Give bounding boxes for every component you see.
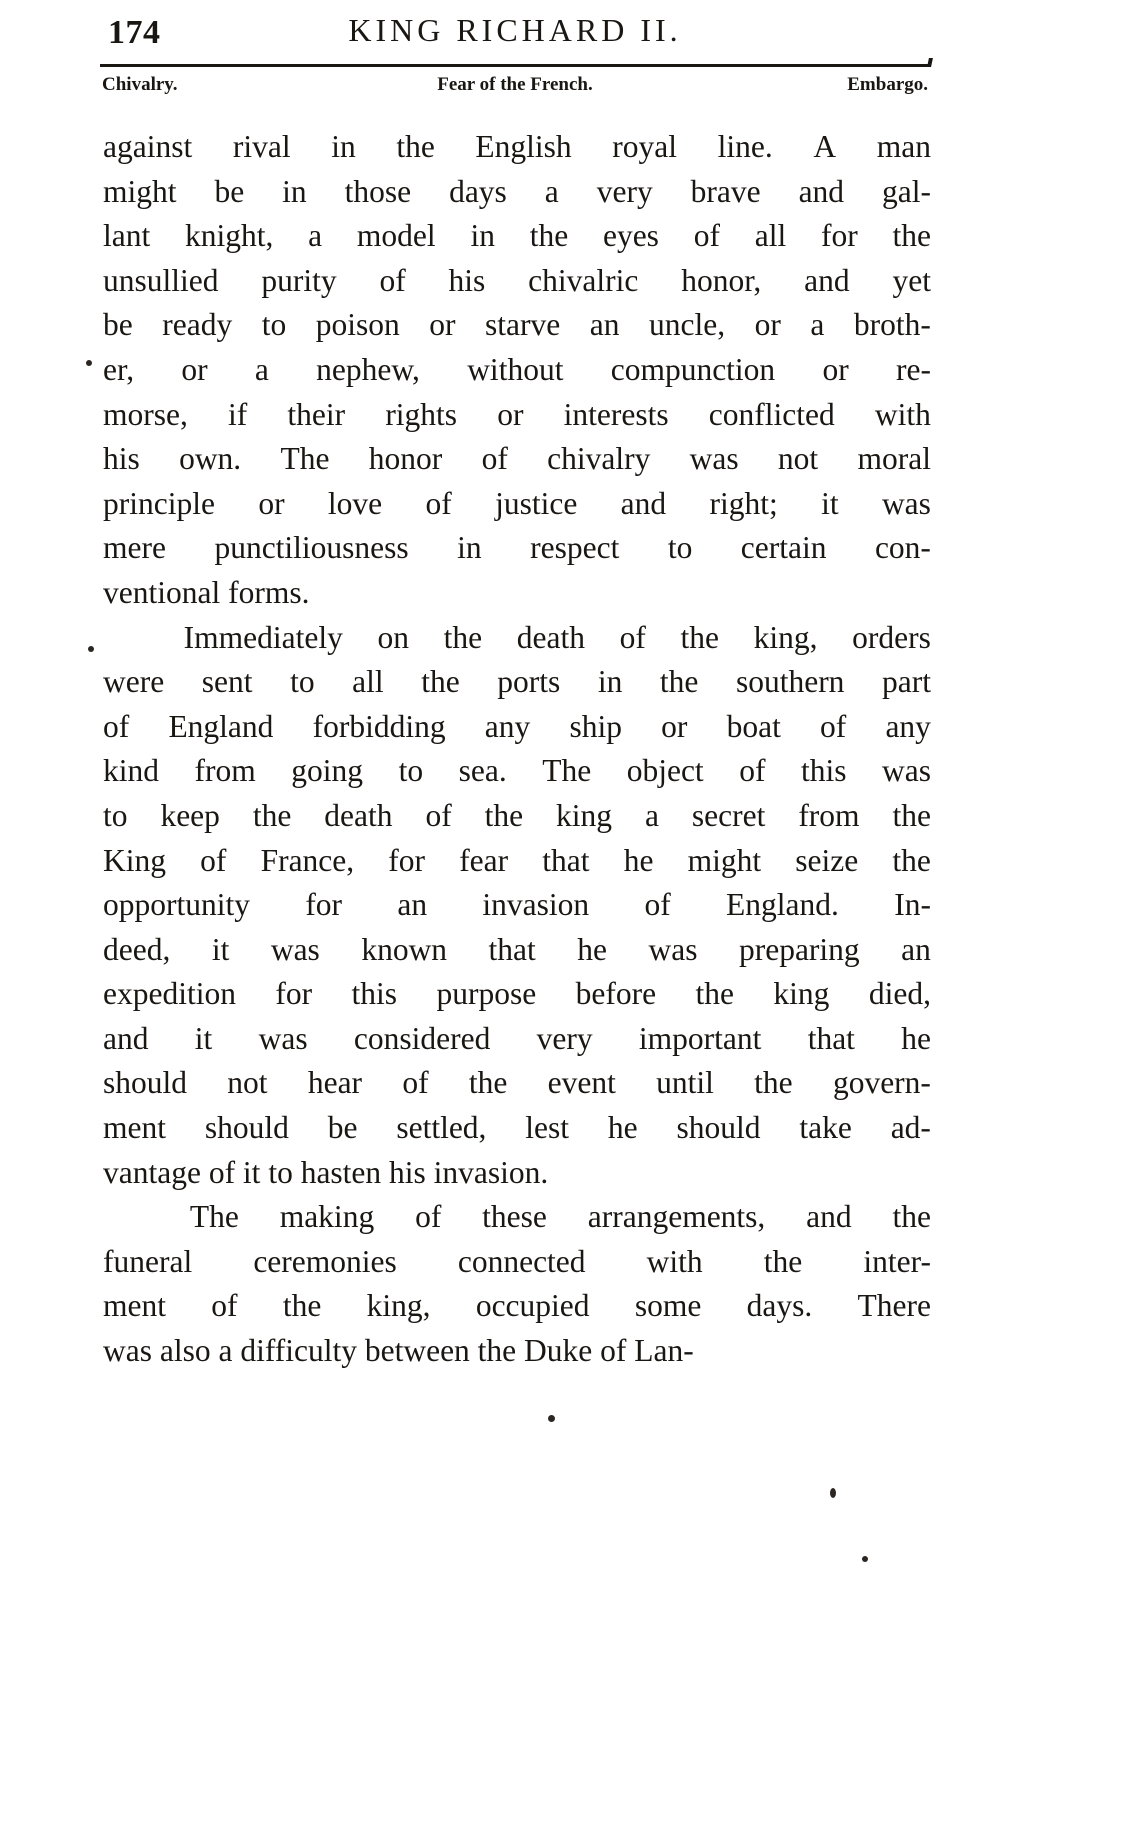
- word: A: [813, 129, 837, 164]
- word: in: [470, 218, 495, 254]
- word: very: [536, 1020, 593, 1056]
- paragraph-indent: [103, 1195, 149, 1240]
- word: might: [103, 173, 177, 209]
- word: a: [544, 173, 559, 209]
- sidenote-center: Fear of the French.: [437, 74, 593, 95]
- word: that: [488, 931, 536, 967]
- word: for: [821, 218, 858, 254]
- word: man: [876, 129, 931, 164]
- word: the: [680, 619, 719, 655]
- word: he: [577, 931, 608, 967]
- sidenote-right: Embargo.: [847, 74, 928, 95]
- word: love: [327, 485, 383, 521]
- paragraph: [103, 616, 931, 1196]
- word: of: [402, 1065, 429, 1101]
- word: his: [448, 262, 486, 298]
- word: moral: [857, 441, 931, 477]
- word: should: [676, 1110, 761, 1146]
- paragraph: [103, 125, 931, 616]
- word: of: [415, 1199, 442, 1235]
- word: of: [619, 619, 646, 655]
- word: connected: [457, 1243, 586, 1279]
- word: orders: [852, 619, 931, 655]
- text-line: [103, 616, 931, 661]
- word: model: [356, 218, 436, 254]
- word: this: [351, 976, 398, 1012]
- word: The: [189, 1199, 239, 1235]
- word: uncle,: [649, 307, 726, 343]
- word: with: [646, 1243, 703, 1279]
- word: an: [397, 887, 428, 923]
- text-line: [103, 749, 931, 794]
- word: it: [211, 931, 230, 967]
- word: Immediately: [183, 619, 343, 655]
- word: was: [689, 441, 739, 477]
- word: a: [645, 797, 659, 833]
- word: own.: [179, 441, 242, 477]
- word: it: [194, 1020, 213, 1056]
- word: from: [798, 797, 860, 833]
- word: event: [547, 1065, 616, 1101]
- word: in: [597, 664, 623, 700]
- word: might: [687, 842, 762, 878]
- word: arrangements,: [587, 1199, 766, 1235]
- word: if: [228, 396, 248, 432]
- word: ceremonies: [253, 1243, 397, 1279]
- text-line: [103, 125, 931, 170]
- word: chivalry: [547, 441, 651, 477]
- text-line: [103, 1195, 931, 1240]
- word: boat: [726, 708, 781, 744]
- word: take: [799, 1110, 852, 1146]
- word: any: [484, 708, 531, 744]
- word: ment: [103, 1110, 166, 1146]
- word: England.: [726, 887, 839, 923]
- word: to: [103, 797, 128, 833]
- word: all: [352, 664, 384, 700]
- word: death: [516, 619, 585, 655]
- word: funeral: [103, 1243, 193, 1279]
- body-text: [103, 125, 931, 1374]
- running-head: [100, 8, 930, 56]
- word: was: [648, 931, 698, 967]
- paragraph: [103, 1195, 931, 1373]
- word: ready: [162, 307, 233, 343]
- text-line: [103, 972, 931, 1017]
- word: keep: [160, 797, 220, 833]
- word: of: [103, 708, 130, 744]
- word: king: [773, 976, 830, 1012]
- word: principle: [103, 485, 215, 521]
- word: not: [227, 1065, 268, 1101]
- word: those: [344, 173, 412, 209]
- word: was: [881, 485, 931, 521]
- word: honor: [368, 441, 443, 477]
- word: conflicted: [708, 396, 835, 432]
- text-line: vantage of it to hasten his invasion.: [103, 1154, 549, 1190]
- word: making: [279, 1199, 375, 1235]
- word: honor,: [681, 262, 762, 298]
- word: re-: [895, 351, 931, 387]
- word: lest: [525, 1110, 570, 1146]
- word: the: [695, 976, 734, 1012]
- word: ports: [497, 664, 561, 700]
- word: the: [396, 129, 435, 164]
- sidenote-left: Chivalry.: [102, 74, 178, 95]
- word: nephew,: [316, 351, 420, 387]
- word: for: [388, 842, 426, 878]
- word: and: [620, 485, 667, 521]
- word: important: [638, 1020, 762, 1056]
- word: starve: [485, 307, 561, 343]
- word: inter-: [863, 1243, 931, 1279]
- word: poison: [315, 307, 400, 343]
- word: from: [194, 753, 256, 789]
- word: considered: [353, 1020, 491, 1056]
- word: respect: [530, 530, 620, 566]
- word: in: [331, 129, 356, 164]
- word: be: [214, 173, 245, 209]
- word: died,: [868, 976, 931, 1012]
- word: secret: [691, 797, 766, 833]
- text-line: [103, 794, 931, 839]
- word: ment: [103, 1288, 166, 1324]
- word: his: [103, 441, 140, 477]
- word: justice: [495, 485, 578, 521]
- word: it: [821, 485, 839, 521]
- word: or: [754, 307, 781, 343]
- word: sea.: [458, 753, 507, 789]
- sidenote-row: [100, 74, 930, 100]
- word: any: [885, 708, 931, 744]
- word: rights: [385, 396, 458, 432]
- paragraph-indent: [103, 616, 149, 661]
- text-line: [103, 259, 931, 304]
- word: royal: [612, 129, 678, 164]
- word: rival: [232, 129, 291, 164]
- word: that: [807, 1020, 855, 1056]
- word: line.: [717, 129, 773, 164]
- word: purpose: [436, 976, 537, 1012]
- word: occupied: [475, 1288, 590, 1324]
- word: English: [475, 129, 572, 164]
- word: gal-: [882, 173, 931, 209]
- word: purity: [261, 262, 337, 298]
- word: or: [822, 351, 849, 387]
- word: all: [754, 218, 787, 254]
- word: In-: [894, 887, 931, 923]
- word: fear: [459, 842, 509, 878]
- word: compunction: [610, 351, 776, 387]
- word: con-: [874, 530, 931, 566]
- word: not: [777, 441, 819, 477]
- text-line: [103, 660, 931, 705]
- word: ad-: [890, 1110, 931, 1146]
- word: broth-: [853, 307, 931, 343]
- text-line: [103, 526, 931, 571]
- word: be: [327, 1110, 358, 1146]
- word: some: [634, 1288, 702, 1324]
- word: the: [421, 664, 460, 700]
- word: right;: [709, 485, 778, 521]
- word: the: [468, 1065, 508, 1101]
- word: punctiliousness: [214, 530, 409, 566]
- word: or: [258, 485, 285, 521]
- word: should: [204, 1110, 289, 1146]
- word: or: [181, 351, 208, 387]
- word: before: [575, 976, 657, 1012]
- word: yet: [892, 262, 931, 298]
- word: hear: [307, 1065, 363, 1101]
- print-speck: [830, 1488, 836, 1498]
- word: expedition: [103, 976, 236, 1012]
- text-line: ventional forms.: [103, 574, 310, 610]
- word: a: [810, 307, 825, 343]
- print-speck: [548, 1415, 555, 1422]
- text-line: [103, 348, 931, 393]
- text-line: [103, 839, 931, 884]
- print-speck: [86, 360, 92, 366]
- word: or: [429, 307, 456, 343]
- word: er,: [103, 351, 135, 387]
- word: the: [659, 664, 699, 700]
- word: an: [589, 307, 620, 343]
- word: on: [377, 619, 409, 655]
- page-title: KING RICHARD II.: [348, 12, 682, 48]
- page-number: 174: [108, 14, 161, 51]
- word: morse,: [103, 396, 188, 432]
- word: until: [656, 1065, 714, 1101]
- word: these: [482, 1199, 547, 1235]
- word: a: [254, 351, 269, 387]
- word: interests: [563, 396, 669, 432]
- word: the: [443, 619, 483, 655]
- word: object: [626, 753, 704, 789]
- word: of: [693, 218, 720, 254]
- word: part: [882, 664, 931, 700]
- word: the: [282, 1288, 322, 1324]
- word: the: [892, 797, 931, 833]
- text-line: [103, 705, 931, 750]
- word: of: [425, 485, 452, 521]
- text-line: [103, 1061, 931, 1106]
- word: without: [467, 351, 564, 387]
- word: death: [324, 797, 393, 833]
- word: govern-: [832, 1065, 931, 1101]
- text-line: [103, 170, 931, 215]
- word: a: [308, 218, 323, 254]
- word: were: [103, 664, 165, 700]
- text-line: [103, 303, 931, 348]
- word: and: [806, 1199, 852, 1235]
- word: England: [168, 708, 274, 744]
- word: this: [800, 753, 847, 789]
- word: of: [379, 262, 406, 298]
- word: The: [280, 441, 330, 477]
- word: The: [542, 753, 592, 789]
- word: sent: [201, 664, 253, 700]
- word: in: [282, 173, 307, 209]
- text-line: [103, 883, 931, 928]
- text-line: [103, 1284, 931, 1329]
- word: of: [739, 753, 766, 789]
- word: against: [103, 129, 193, 164]
- word: their: [287, 396, 346, 432]
- word: known: [361, 931, 448, 967]
- word: unsullied: [103, 262, 219, 298]
- word: with: [874, 396, 931, 432]
- word: for: [275, 976, 313, 1012]
- word: king,: [753, 619, 818, 655]
- word: King: [103, 842, 166, 878]
- print-speck: [862, 1556, 868, 1562]
- word: eyes: [602, 218, 659, 254]
- word: or: [661, 708, 688, 744]
- header-rule: [100, 64, 930, 67]
- word: very: [596, 173, 653, 209]
- word: and: [798, 173, 845, 209]
- word: was: [882, 753, 931, 789]
- word: king,: [366, 1288, 431, 1324]
- word: kind: [103, 753, 160, 789]
- word: chivalric: [528, 262, 639, 298]
- word: days: [449, 173, 507, 209]
- text-line: [103, 437, 931, 482]
- word: going: [291, 753, 364, 789]
- word: knight,: [185, 218, 274, 254]
- word: of: [820, 708, 847, 744]
- word: France,: [260, 842, 355, 878]
- word: be: [103, 307, 133, 343]
- word: invasion: [482, 887, 590, 923]
- text-line: [103, 1017, 931, 1062]
- word: of: [425, 797, 452, 833]
- word: he: [901, 1020, 931, 1056]
- word: to: [290, 664, 315, 700]
- word: that: [542, 842, 590, 878]
- word: to: [667, 530, 693, 566]
- word: in: [457, 530, 482, 566]
- word: he: [607, 1110, 638, 1146]
- word: the: [892, 842, 931, 878]
- word: lant: [103, 218, 151, 254]
- word: to: [398, 753, 424, 789]
- word: the: [529, 218, 569, 254]
- text-line: [103, 214, 931, 259]
- word: forbidding: [312, 708, 446, 744]
- word: seize: [795, 842, 859, 878]
- word: was: [258, 1020, 308, 1056]
- text-line: [103, 482, 931, 527]
- word: brave: [690, 173, 761, 209]
- text-line: [103, 928, 931, 973]
- text-line: [103, 1106, 931, 1151]
- word: southern: [735, 664, 845, 700]
- word: days.: [746, 1288, 813, 1324]
- word: preparing: [738, 931, 860, 967]
- word: the: [892, 218, 931, 254]
- word: deed,: [103, 931, 171, 967]
- word: he: [623, 842, 654, 878]
- word: and: [804, 262, 850, 298]
- word: the: [892, 1199, 931, 1235]
- word: of: [481, 441, 508, 477]
- word: an: [901, 931, 931, 967]
- word: of: [644, 887, 671, 923]
- word: to: [261, 307, 287, 343]
- word: and: [103, 1020, 149, 1056]
- word: of: [200, 842, 227, 878]
- word: should: [103, 1065, 188, 1101]
- word: of: [211, 1288, 238, 1324]
- word: ship: [569, 708, 622, 744]
- text-line: [103, 1240, 931, 1285]
- word: settled,: [396, 1110, 487, 1146]
- word: king: [556, 797, 613, 833]
- word: the: [763, 1243, 803, 1279]
- text-line: was also a difficulty between the Duke of Lan-: [103, 1333, 694, 1369]
- word: the: [484, 797, 524, 833]
- word: opportunity: [103, 887, 250, 923]
- word: for: [305, 887, 343, 923]
- print-speck: [88, 646, 94, 652]
- text-line: [103, 393, 931, 438]
- word: There: [857, 1288, 931, 1324]
- word: the: [754, 1065, 793, 1101]
- word: the: [252, 797, 292, 833]
- word: was: [270, 931, 320, 967]
- word: or: [497, 396, 524, 432]
- word: mere: [103, 530, 166, 566]
- word: certain: [740, 530, 827, 566]
